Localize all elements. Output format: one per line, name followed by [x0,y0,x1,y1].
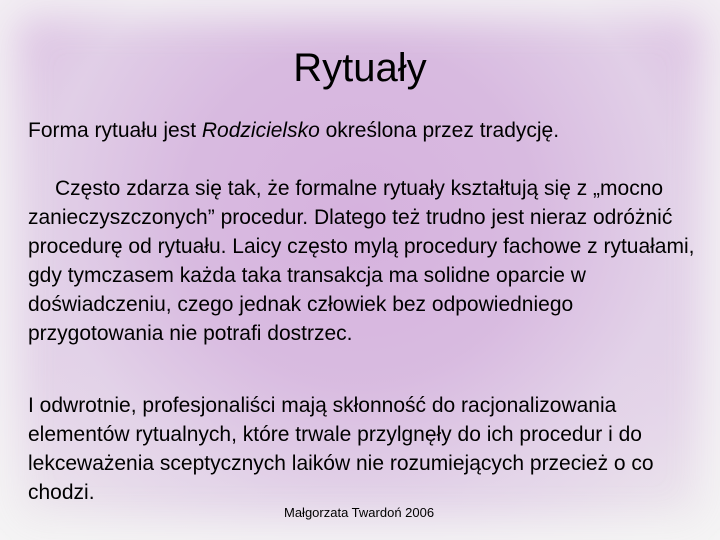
paragraph-professionals: I odwrotnie, profesjonaliści mają skłonność do racjonalizowania elementów rytualnych, które trwale przylgnęły do ich procedur i do lekceważenia sceptycznych laików nie rozumiejących przecież o co chodzi. [28,394,654,504]
slide-title: Rytuały [293,46,427,90]
paragraph-procedures-text: Często zdarza się tak, że formalne rytuały kształtują się z „mocno zanieczyszczonych” procedur. Dlatego też trudno jest nieraz odróżnić procedurę od rytuału. Laicy często mylą procedury fachowe z rytuałami, gdy tymczasem każda taka transakcja ma solidne oparcie w doświadczeniu, czego jednak człowiek bez odpowiedniego przygotowania nie potrafi dostrzec. [28,177,695,345]
slide-footer: Małgorzata Twardoń 2006 [284,505,435,520]
paragraph-procedures [28,174,704,348]
paragraph-tradition-start: Forma rytuału jest [28,119,202,142]
paragraph-tradition [28,116,704,145]
paragraph-tradition-end: określona przez tradycję. [319,119,560,142]
paragraph-tradition-emphasis: Rodzicielsko [201,119,320,142]
